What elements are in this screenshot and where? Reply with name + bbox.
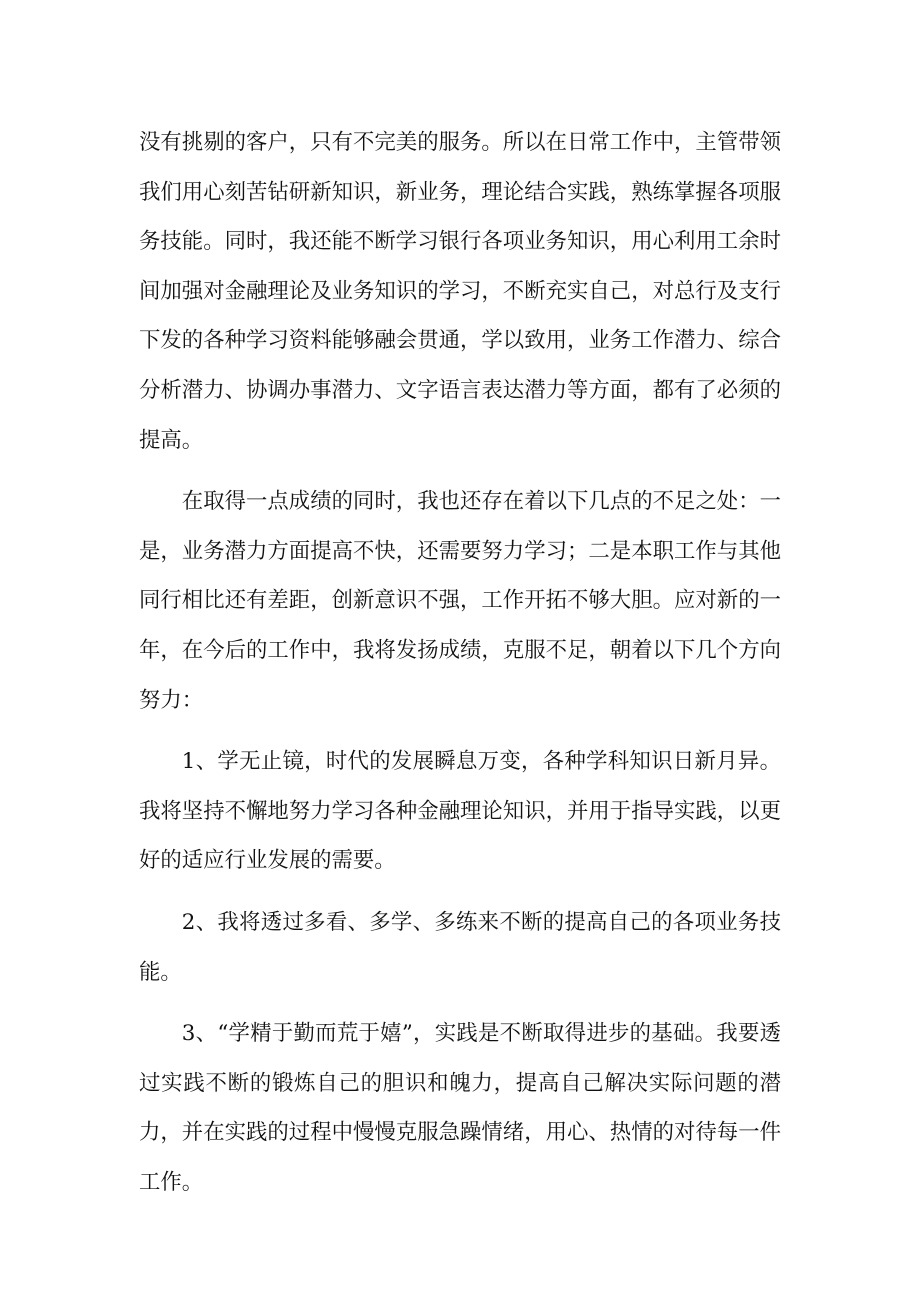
paragraph-item-3: 3、“学精于勤而荒于嬉”，实践是不断取得进步的基础。我要透过实践不断的锻炼自己的胆识和魄力，提高自己解决实际问题的潜力，并在实践的过程中慢慢克服急躁情绪，用心、热情的对待每一件工作。 (139, 1021, 781, 1195)
paragraph-shortcomings: 在取得一点成绩的同时，我也还存在着以下几点的不足之处：一是，业务潜力方面提高不快，还需要努力学习；二是本职工作与其他同行相比还有差距，创新意识不强，工作开拓不够大胆。应对新的一年，在今后的工作中，我将发扬成绩，克服不足，朝着以下几个方向努力： (139, 489, 781, 713)
paragraph-service-skills: 没有挑剔的客户，只有不完美的服务。所以在日常工作中，主管带领我们用心刻苦钻研新知识，新业务，理论结合实践，熟练掌握各项服务技能。同时，我还能不断学习银行各项业务知识，用心利用工余时间加强对金融理论及业务知识的学习，不断充实自己，对总行及支行下发的各种学习资料能够融会贯通，学以致用，业务工作潜力、综合分析潜力、协调办事潜力、文字语言表达潜力等方面，都有了必须的提高。 (139, 130, 781, 453)
paragraph-item-2: 2、我将透过多看、多学、多练来不断的提高自己的各项业务技能。 (139, 909, 781, 985)
document-body (139, 118, 781, 1207)
paragraph-item-1: 1、学无止镜，时代的发展瞬息万变，各种学科知识日新月异。我将坚持不懈地努力学习各种金融理论知识，并用于指导实践，以更好的适应行业发展的需要。 (139, 749, 781, 874)
